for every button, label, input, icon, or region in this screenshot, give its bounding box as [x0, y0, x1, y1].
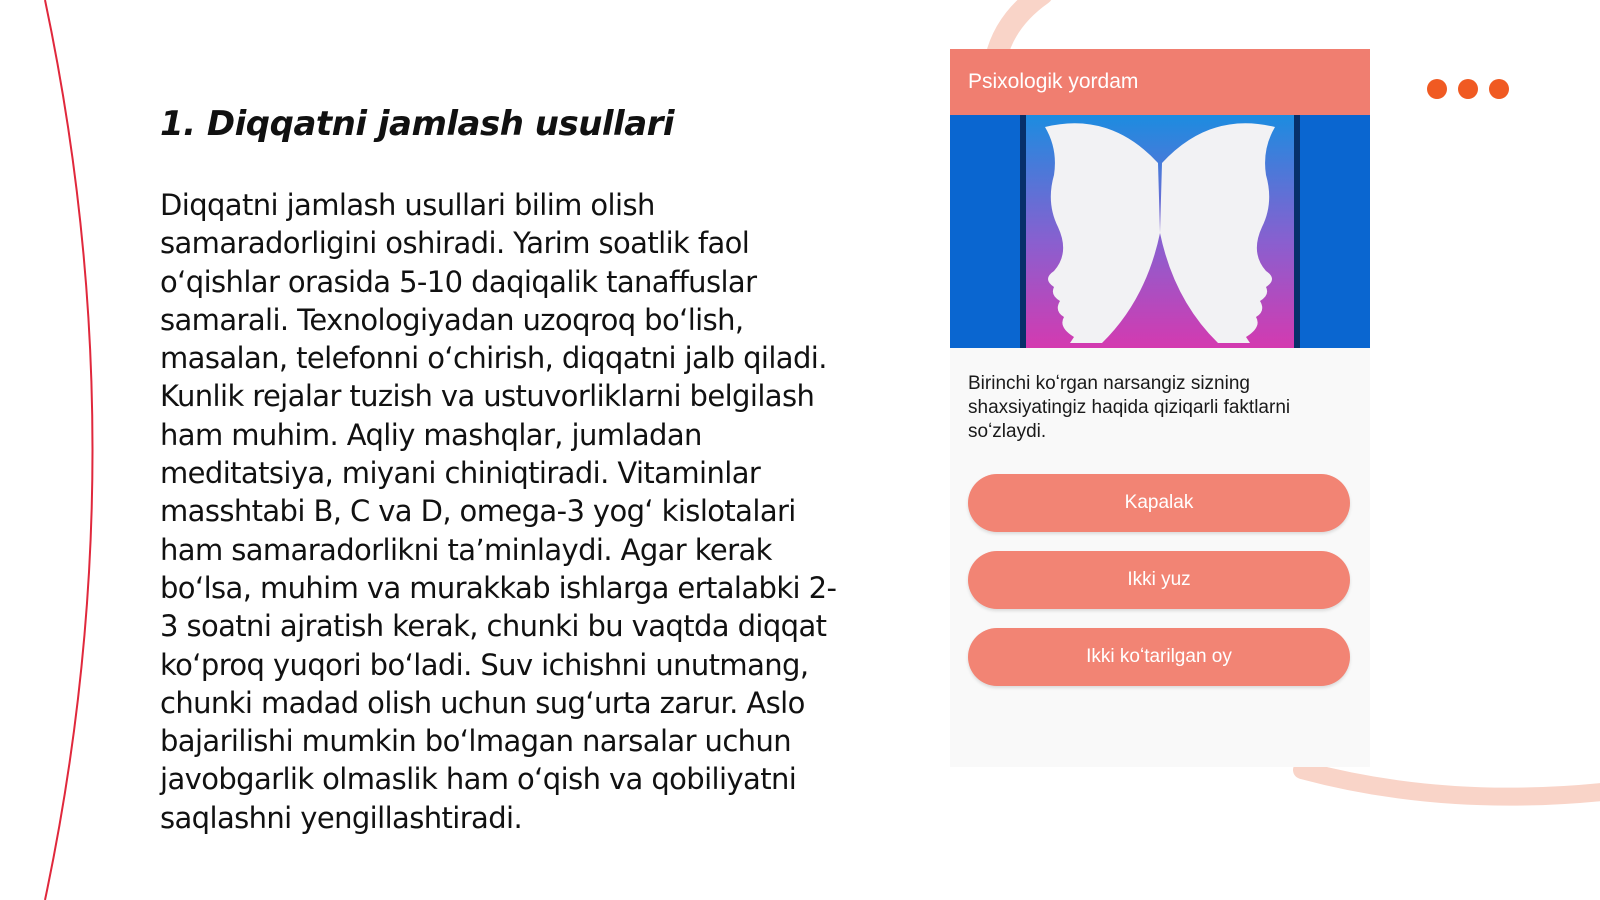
- app-header-title: Psixologik yordam: [968, 70, 1139, 93]
- phone-screenshot: [950, 49, 1370, 767]
- decorative-dots: [1427, 79, 1509, 99]
- app-header: [950, 49, 1370, 115]
- bottom-peach-swoosh: [1302, 770, 1600, 797]
- dot-icon: [1427, 79, 1447, 99]
- left-arc-line: [45, 0, 93, 900]
- butterfly-faces-illusion-icon: [950, 115, 1370, 348]
- answer-two-moons-button[interactable]: Ikki koʻtarilgan oy: [968, 628, 1350, 686]
- slide-title: 1. Diqqatni jamlash usullari: [160, 104, 675, 144]
- quiz-question: Birinchi koʻrgan narsangiz sizning shaxsiyatingiz haqida qiziqarli faktlarni soʻzlaydi.: [968, 373, 1291, 442]
- dot-icon: [1458, 79, 1478, 99]
- answer-butterfly-button[interactable]: Kapalak: [968, 474, 1350, 532]
- dot-icon: [1489, 79, 1509, 99]
- slide-body-text: Diqqatni jamlash usullari bilim olish samaradorligini oshiradi. Yarim soatlik faol oʻqishlar orasida 5-10 daqiqalik tanaffuslar samarali. Texnologiyadan uzoqroq boʻlish, masalan, telefonni oʻchirish, diqqatni jalb qiladi. Kunlik rejalar tuzish va ustuvorliklarni belgilash ham muhim. Aqliy mashqlar, jumladan meditatsiya, miyani chiniqtiradi. Vitaminlar masshtabi B, C va D, omega-3 yogʻ kislotalari ham samaradorlikni taʼminlaydi. Agar kerak boʻlsa, muhim va murakkab ishlarga ertalabki 2-3 soatni ajratish kerak, chunki bu vaqtda diqqat koʻproq yuqori boʻladi. Suv ichishni unutmang, chunki madad olish uchun sugʻurta zarur. Aslo bajarilishi mumkin boʻlmagan narsalar uchun javobgarlik olmaslik ham oʻqish va qobiliyatni saqlashni yengillashtiradi.: [160, 188, 837, 835]
- answer-two-faces-button[interactable]: Ikki yuz: [968, 551, 1350, 609]
